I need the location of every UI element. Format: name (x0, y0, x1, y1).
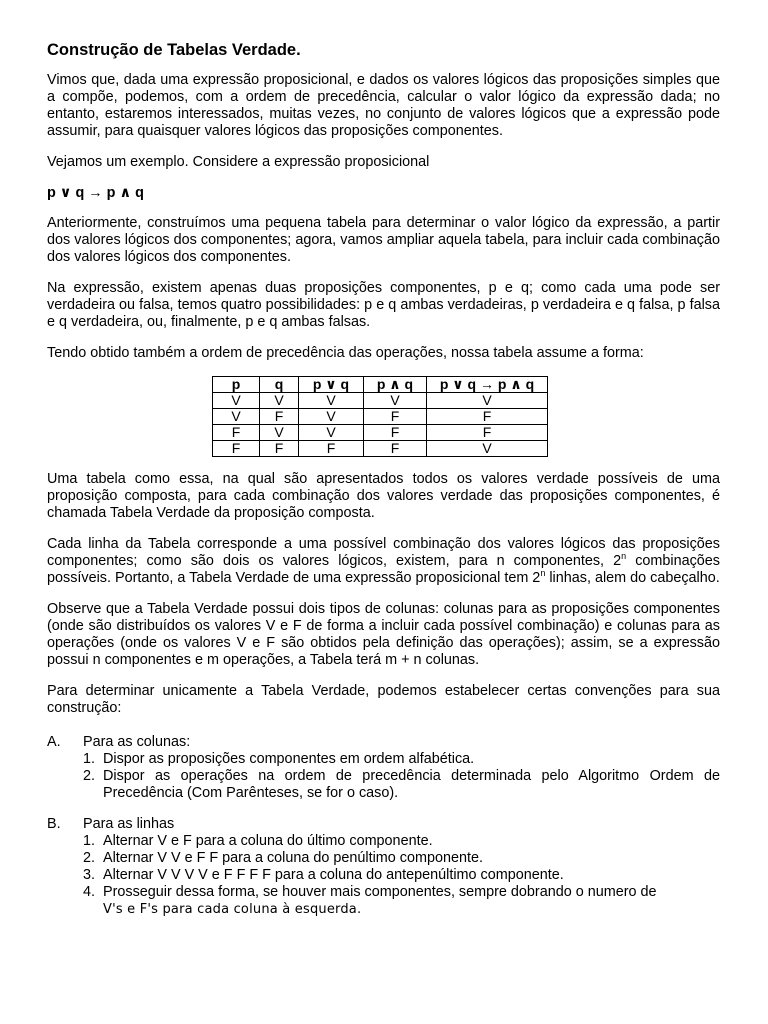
table-cell: F (364, 441, 427, 457)
list-heading (47, 816, 720, 833)
paragraph-row-count (47, 536, 720, 587)
table-header-cell: q (260, 377, 299, 393)
list-item (47, 768, 720, 802)
paragraph-table-intro: Tendo obtido também a ordem de precedência das operações, nossa tabela assume a forma: (47, 345, 644, 361)
list-item-number: 1. (83, 833, 96, 849)
table-cell: V (260, 425, 299, 441)
paragraph-previous-table: Anteriormente, construímos uma pequena tabela para determinar o valor lógico da expressão, a partir dos valores lógicos dos componentes; agora, vamos ampliar aquela tabela, para incluir cada combinação dos valores lógicos dos componentes. (47, 215, 720, 265)
table-cell: F (299, 441, 364, 457)
table-cell: V (299, 425, 364, 441)
list-item-continuation: V's e F's para cada coluna à esquerda. (103, 902, 362, 917)
table-cell: V (364, 393, 427, 409)
list-item (47, 833, 720, 850)
expression: p ∨ q → p ∧ q (47, 185, 144, 201)
list-item-text: Alternar V V V V e F F F F para a coluna do antepenúltimo componente. (103, 867, 564, 883)
list-letter: B. (47, 816, 61, 832)
table-header-cell: p (213, 377, 260, 393)
superscript-n: n (540, 568, 546, 579)
table-cell: F (260, 409, 299, 425)
table-cell: F (213, 425, 260, 441)
row-count-text-a: Cada linha da Tabela corresponde a uma possível combinação dos valores lógicos das proposições componentes; como são dois os valores lógicos, existem, para n componentes, 2 (47, 536, 720, 569)
table-header-cell: p ∧ q (364, 377, 427, 393)
list-item-text: Prosseguir dessa forma, se houver mais componentes, sempre dobrando o numero de (103, 884, 657, 900)
list-item-number: 4. (83, 884, 96, 900)
table-cell: V (427, 441, 548, 457)
paragraph-conventions: Para determinar unicamente a Tabela Verdade, podemos estabelecer certas convenções para sua construção: (47, 683, 720, 716)
table-header-cell: p ∨ q (299, 377, 364, 393)
list-heading-text: Para as linhas (83, 816, 175, 832)
table-cell: F (260, 441, 299, 457)
table-row (213, 409, 548, 425)
list-items (47, 751, 720, 802)
list-item (47, 884, 720, 901)
list-item-number: 3. (83, 867, 96, 883)
table-cell: F (427, 425, 548, 441)
list-item-text: Dispor as operações na ordem de precedência determinada pelo Algoritmo Ordem de Precedência (Com Parênteses, se for o caso). (103, 768, 720, 801)
list-item (47, 751, 720, 768)
table-row (213, 425, 548, 441)
table-header-cell: p ∨ q → p ∧ q (427, 377, 548, 393)
list-item-text: Dispor as proposições componentes em ordem alfabética. (103, 751, 475, 767)
table-cell: F (213, 441, 260, 457)
table-row (213, 393, 548, 409)
row-count-text-c: linhas, alem do cabeçalho. (545, 570, 720, 586)
list-item (47, 867, 720, 884)
table-cell: V (299, 393, 364, 409)
list-rows (47, 816, 720, 918)
list-item-number: 1. (83, 751, 96, 767)
table-cell: V (427, 393, 548, 409)
table-cell: F (364, 409, 427, 425)
page-title: Construção de Tabelas Verdade. (47, 41, 301, 59)
list-items (47, 833, 720, 901)
truth-table-header-row (213, 377, 548, 393)
table-cell: V (260, 393, 299, 409)
list-item-text: Alternar V V e F F para a coluna do penúltimo componente. (103, 850, 483, 866)
paragraph-example: Vejamos um exemplo. Considere a expressão proposicional (47, 154, 430, 170)
list-item-number: 2. (83, 850, 96, 866)
list-heading-text: Para as colunas: (83, 734, 191, 750)
table-cell: V (299, 409, 364, 425)
superscript-n: n (621, 551, 627, 562)
table-cell: V (213, 393, 260, 409)
paragraph-definition: Uma tabela como essa, na qual são apresentados todos os valores verdade possíveis de uma proposição composta, para cada combinação dos valores verdade das proposições componentes, é chamada Tabela Verdade da proposição composta. (47, 471, 720, 521)
paragraph-intro: Vimos que, dada uma expressão proposicional, e dados os valores lógicos das proposições simples que a compõe, podemos, com a ordem de precedência, calcular o valor lógico da expressão dada; no entanto, estaremos interessados, muitas vezes, no conjunto de valores lógicos que a expressão pode assumir, para quaisquer valores lógicos das proposições componentes. (47, 72, 720, 139)
paragraph-components: Na expressão, existem apenas duas proposições componentes, p e q; como cada uma pode ser verdadeira ou falsa, temos quatro possibilidades: p e q ambas verdadeiras, p verdadeira e q falsa, p falsa e q verdadeira, ou, finalmente, p e q ambas falsas. (47, 280, 720, 330)
table-cell: F (427, 409, 548, 425)
row-count-text-b: combinações possíveis. Portanto, a Tabela Verdade de uma expressão proposicional tem 2 (47, 553, 721, 586)
list-item-text: Alternar V e F para a coluna do último componente. (103, 833, 433, 849)
paragraph-column-types: Observe que a Tabela Verdade possui dois tipos de colunas: colunas para as proposições componentes (onde são distribuídos os valores V e F de forma a incluir cada possível combinação) e colunas para as operações (onde os valores V e F são obtidos pela definição das operações); assim, se a expressão possui n componentes e m operações, a Tabela terá m + n colunas. (47, 601, 720, 668)
truth-table (212, 376, 548, 457)
table-row (213, 441, 548, 457)
table-cell: V (213, 409, 260, 425)
list-item (47, 850, 720, 867)
list-heading (47, 734, 720, 751)
list-columns (47, 734, 720, 802)
list-letter: A. (47, 734, 61, 750)
table-cell: F (364, 425, 427, 441)
list-item-number: 2. (83, 768, 96, 784)
